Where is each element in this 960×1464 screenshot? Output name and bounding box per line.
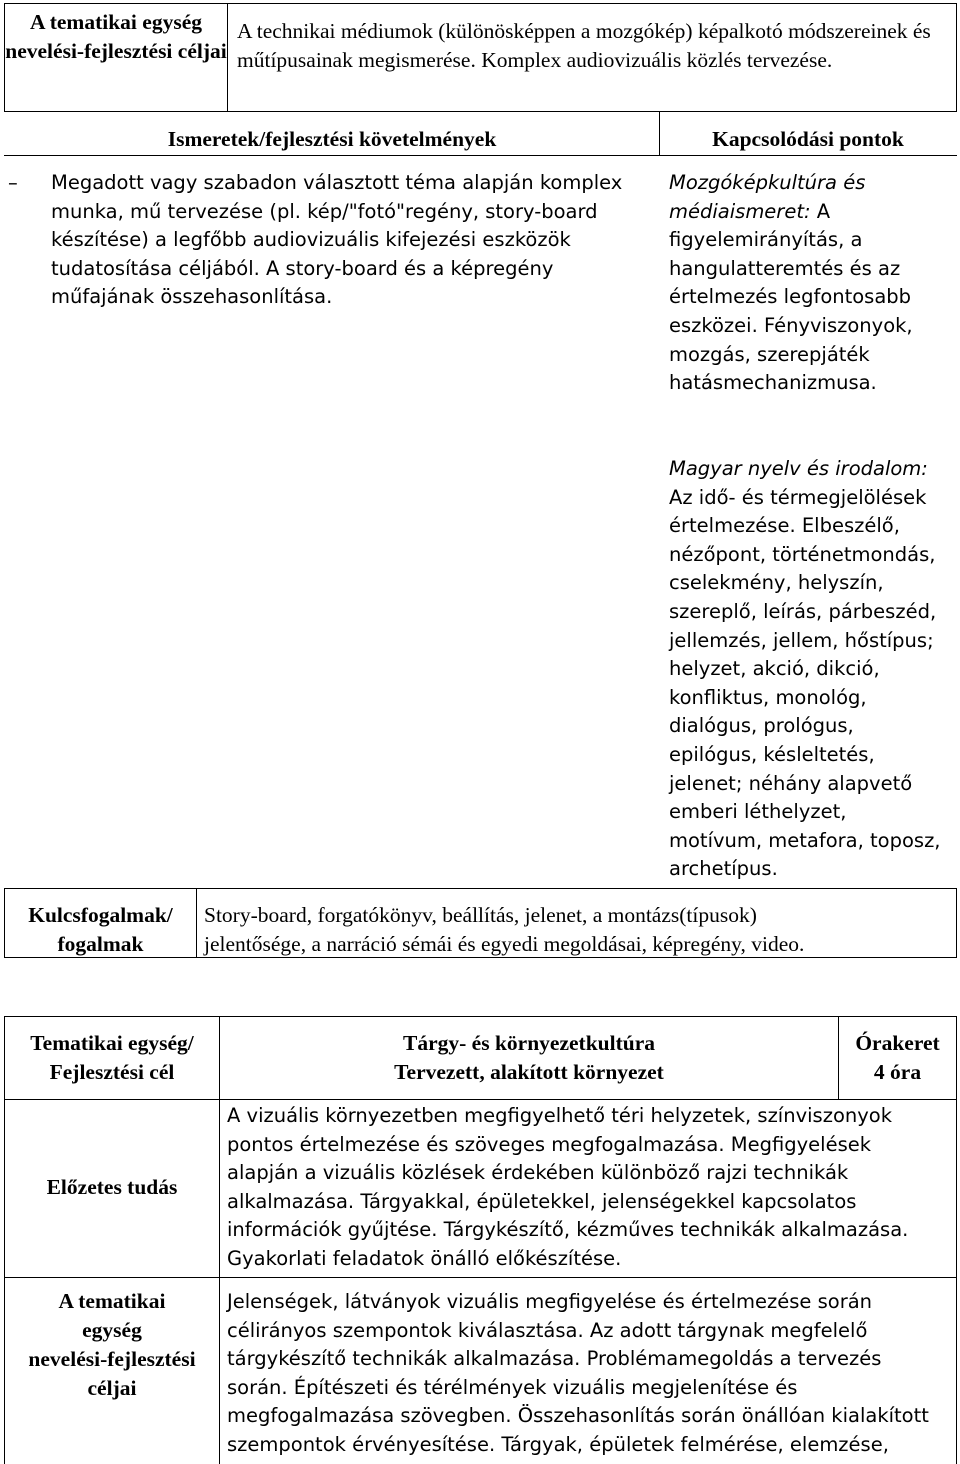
link-line: mozgás, szerepjáték <box>669 342 870 366</box>
prior-line: A vizuális környezetben megfigyelhető téri helyzetek, színviszonyok <box>227 1104 892 1127</box>
link-line: cselekmény, helyszín, <box>669 571 884 595</box>
unit-goals-label-line: nevelési-fejlesztési <box>28 1347 196 1371</box>
link-line: epilógus, késleltetés, <box>669 742 875 766</box>
table-2-row-divider-2 <box>4 1277 957 1278</box>
requirements-line: műfajának összehasonlítása. <box>51 285 333 309</box>
links-block-literature <box>669 455 941 884</box>
prior-line: alkalmazása. Tárgyakkal, épületekkel, jelenségekkel kapcsolatos <box>227 1189 857 1213</box>
link-subject-line: Mozgóképkultúra és <box>669 171 866 194</box>
keywords-label-line: fogalmak <box>57 931 144 956</box>
link-line: konfliktus, monológ, <box>669 685 867 709</box>
link-line: motívum, metafora, toposz, <box>669 828 941 852</box>
table-1-border-right-b <box>956 888 957 958</box>
requirements-line: munka, mű tervezése (pl. kép/"fotó"regény, story-board <box>51 199 598 223</box>
prior-line: Gyakorlati feladatok önálló előkészítése. <box>227 1246 622 1270</box>
requirements-header: Ismeretek/fejlesztési követelmények <box>167 127 497 151</box>
requirements-line: Megadott vagy szabadon választott téma alapján komplex <box>51 171 623 194</box>
link-line: szereplő, leírás, párbeszéd, <box>669 599 937 623</box>
unit-label-line: Fejlesztési cél <box>49 1060 175 1084</box>
goals-line: célirányos szempontok kiválasztása. Az adott tárgynak megfelelő <box>227 1318 868 1342</box>
link-subject-tail: médiaismeret: <box>669 199 811 223</box>
unit-title-line: Tervezett, alakított környezet <box>394 1060 664 1084</box>
table-1-divider-keywords <box>196 888 197 958</box>
link-line: nézőpont, történetmondás, <box>669 542 936 566</box>
unit-label <box>5 1029 219 1087</box>
link-subject: Magyar nyelv és irodalom: <box>669 457 928 480</box>
unit-title-line: Tárgy- és környezetkultúra <box>403 1031 655 1055</box>
link-line: dialógus, prológus, <box>669 714 854 738</box>
unit-title <box>220 1029 838 1087</box>
link-line: eszközei. Fényviszonyok, <box>669 313 913 337</box>
table-1-row-divider-2 <box>4 155 957 156</box>
goals-line: szempontok érvényesítése. Tárgyak, épületek felmérése, elemzése, <box>227 1432 889 1456</box>
requirements-list <box>51 169 622 312</box>
link-subject-line-2 <box>669 198 913 227</box>
unit-label-line: Tematikai egység/ <box>30 1031 194 1055</box>
table-1-row-divider-3 <box>4 888 957 889</box>
keywords-label-line: Kulcsfogalmak/ <box>28 903 173 927</box>
goals-text: A technikai médiumok (különösképpen a mozgókép) képalkotó módszereinek és műtípusainak megismerése. Komplex audiovizuális közlés tervezése. <box>237 19 931 72</box>
link-line: értelmezés legfontosabb <box>669 285 912 309</box>
requirements-dash: – <box>8 171 18 194</box>
prior-knowledge-label: Előzetes tudás <box>46 1175 178 1199</box>
link-line: helyzet, akció, dikció, <box>669 657 880 681</box>
goals-line: során. Építészeti és térélmények vizuális megjelenítése és <box>227 1375 798 1399</box>
keywords-text <box>204 901 804 958</box>
hours-value: 4 óra <box>873 1060 922 1084</box>
link-line: archetípus. <box>669 857 778 881</box>
link-line: Az idő- és térmegjelölések <box>669 485 927 509</box>
prior-line: alapján a vizuális közlések érdekében különböző rajzi technikák <box>227 1161 849 1185</box>
unit-goals-text <box>227 1288 929 1460</box>
hours-label: Órakeret <box>855 1031 940 1055</box>
table-1-border-right-a <box>956 3 957 111</box>
requirements-line: tudatosítása céljából. A story-board és a képregény <box>51 256 554 280</box>
prior-knowledge-text <box>227 1102 908 1274</box>
unit-goals-label-line: egység <box>82 1318 142 1342</box>
keywords-label <box>5 901 196 958</box>
table-1-border-top <box>4 3 957 4</box>
keywords-line: Story-board, forgatókönyv, beállítás, jelenet, a montázs(típusok) <box>204 903 757 927</box>
link-line: jelenet; néhány alapvető <box>669 771 913 795</box>
table-2-border-top <box>4 1016 957 1017</box>
goals-line: Jelenségek, látványok vizuális megfigyelése és értelmezése során <box>227 1290 873 1313</box>
link-line: emberi léthelyzet, <box>669 800 847 824</box>
link-line: értelmezése. Elbeszélő, <box>669 514 900 538</box>
link-line: hatásmechanizmusa. <box>669 371 877 395</box>
link-line: figyelemirányítás, a <box>669 228 863 252</box>
link-line: hangulatteremtés és az <box>669 256 901 280</box>
goals-label: A tematikai egység nevelési-fejlesztési céljai <box>5 10 227 63</box>
links-block-media <box>669 169 913 398</box>
prior-line: információk gyűjtése. Tárgykészítő, kézműves technikák alkalmazása. <box>227 1218 909 1242</box>
goals-line: tárgykészítő technikák alkalmazása. Problémamegoldás a tervezés <box>227 1347 882 1371</box>
table-2-row-divider-1 <box>4 1099 957 1100</box>
requirements-line: készítése) a legfőbb audiovizuális kifejezési eszközök <box>51 228 571 252</box>
keywords-line: jelentősége, a narráció sémái és egyedi megoldásai, képregény, video. <box>204 931 805 956</box>
link-text-start: A <box>810 199 831 223</box>
table-2-border-right <box>956 1016 957 1464</box>
links-header: Kapcsolódási pontok <box>712 127 904 151</box>
goals-line: megfogalmazása szövegben. Összehasonlítás során önállóan kialakított <box>227 1404 929 1428</box>
unit-goals-label <box>5 1287 219 1403</box>
table-1-row-divider-1 <box>4 111 957 112</box>
hours <box>839 1029 956 1087</box>
link-line: jellemzés, jellem, hőstípus; <box>669 628 934 652</box>
prior-line: pontos értelmezése és szöveges megfogalmazása. Megfigyelések <box>227 1132 872 1156</box>
unit-goals-label-line: A tematikai <box>58 1289 166 1313</box>
unit-goals-label-line: céljai <box>87 1376 137 1400</box>
table-1-divider-goals <box>227 3 228 111</box>
